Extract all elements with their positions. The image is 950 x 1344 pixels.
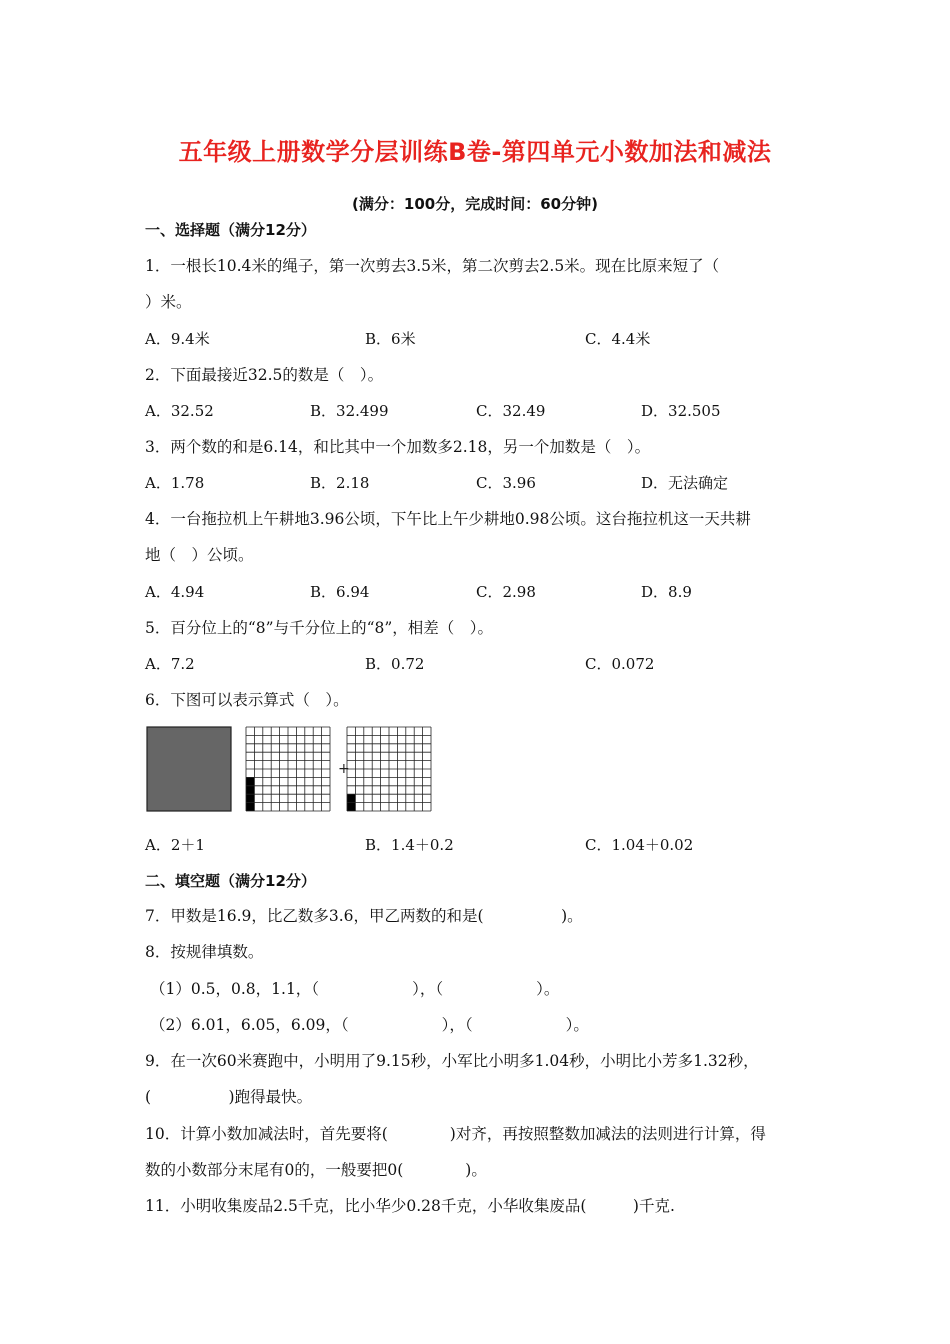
hundredths-grid-2 [347,727,431,811]
question-1-option-a: A．9.4米 [145,330,210,348]
question-3-text: 3．两个数的和是6.14，和比其中一个加数多2.18，另一个加数是（ ）。 [145,438,651,456]
full-unit-square [147,727,231,811]
question-10-text-cont: 数的小数部分末尾有0的，一般要把0( )。 [145,1161,487,1179]
question-5-option-c: C．0.072 [585,655,655,673]
question-7-text: 7．甲数是16.9，比乙数多3.6，甲乙两数的和是( )。 [145,907,583,925]
question-2-option-a: A．32.52 [145,402,214,420]
question-4-text-cont: 地（ ）公顷。 [145,546,254,564]
question-11-text: 11．小明收集废品2.5千克，比小华少0.28千克，小华收集废品( )千克. [145,1197,675,1215]
question-6-text: 6．下图可以表示算式（ ）。 [145,691,349,709]
question-1-option-c: C．4.4米 [585,330,651,348]
question-1-text-cont: ）米。 [145,293,192,311]
question-8-part-2: （2）6.01，6.05，6.09，（ ），（ ）。 [150,1016,589,1034]
page-subtitle: (满分：100分，完成时间：60分钟) [352,195,598,213]
question-2-option-d: D．32.505 [641,402,721,420]
section-heading-fill: 二、填空题（满分12分） [145,872,316,890]
page-title: 五年级上册数学分层训练B卷-第四单元小数加法和减法 [178,138,772,166]
question-1-option-b: B．6米 [365,330,416,348]
hundredths-grid-1 [246,727,330,811]
question-2-text: 2．下面最接近32.5的数是（ ）。 [145,366,384,384]
question-4-option-a: A．4.94 [145,583,205,601]
question-4-option-b: B．6.94 [310,583,370,601]
question-4-option-c: C．2.98 [476,583,536,601]
question-2-option-b: B．32.499 [310,402,389,420]
question-4-option-d: D．8.9 [641,583,692,601]
question-9-text: 9．在一次60米赛跑中，小明用了9.15秒，小军比小明多1.04秒，小明比小芳多1.32秒， [145,1052,759,1070]
question-10-text: 10．计算小数加减法时，首先要将( )对齐，再按照整数加减法的法则进行计算，得 [145,1125,766,1143]
question-2-option-c: C．32.49 [476,402,546,420]
question-6-option-c: C．1.04＋0.02 [585,836,694,854]
question-1-text: 1．一根长10.4米的绳子，第一次剪去3.5米，第二次剪去2.5米。现在比原来短了（ [145,257,720,275]
question-3-option-d: D．无法确定 [641,474,729,492]
question-4-text: 4．一台拖拉机上午耕地3.96公顷，下午比上午少耕地0.98公顷。这台拖拉机这一天共耕 [145,510,751,528]
question-5-option-b: B．0.72 [365,655,425,673]
question-5-text: 5．百分位上的“8”与千分位上的“8”，相差（ ）。 [145,619,494,637]
question-3-option-c: C．3.96 [476,474,536,492]
question-3-option-a: A．1.78 [145,474,205,492]
question-8-part-1: （1）0.5，0.8，1.1，（ ），（ ）。 [150,980,560,998]
question-6-figure [146,726,446,814]
question-5-option-a: A．7.2 [145,655,195,673]
question-6-option-a: A．2＋1 [145,836,205,854]
question-6-option-b: B．1.4＋0.2 [365,836,454,854]
question-3-option-b: B．2.18 [310,474,370,492]
plus-sign: + [338,761,350,777]
section-heading-choice: 一、选择题（满分12分） [145,221,316,239]
question-8-text: 8．按规律填数。 [145,943,264,961]
question-9-text-cont: ( )跑得最快。 [145,1088,313,1106]
